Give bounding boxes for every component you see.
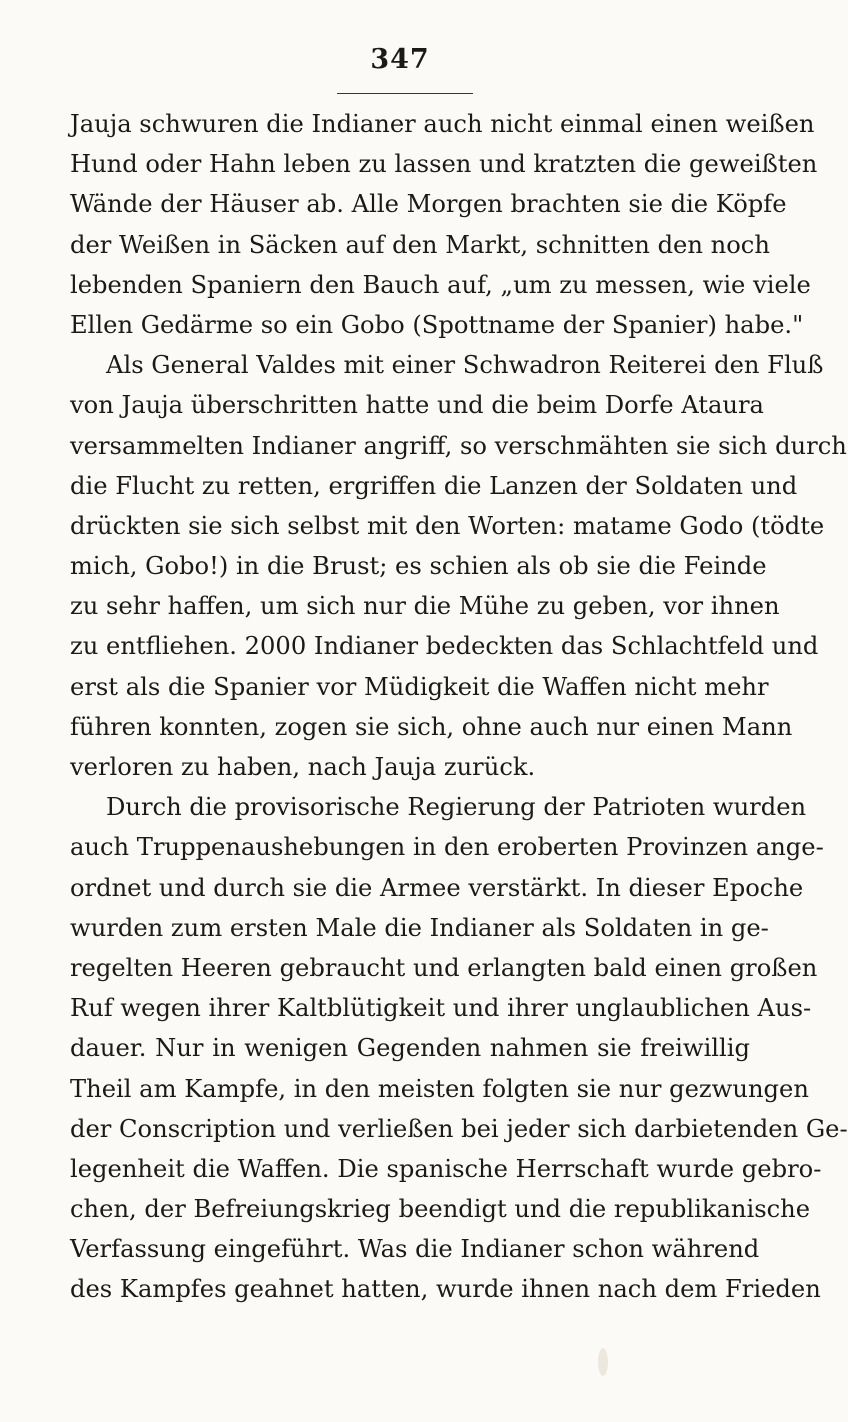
text-line: zu sehr haffen, um sich nur die Mühe zu geben, vor ihnen [70, 592, 780, 621]
text-line: regelten Heeren gebraucht und erlangten bald einen großen [70, 953, 818, 982]
text-line: Jauja schwuren die Indianer auch nicht einmal einen weißen [70, 110, 815, 138]
text-line: ordnet und durch sie die Armee verstärkt. In dieser Epoche [70, 873, 804, 902]
text-line: lebenden Spaniern den Bauch auf, „um zu messen, wie viele [70, 270, 811, 299]
text-line: dauer. Nur in wenigen Gegenden nahmen sie freiwillig [70, 1034, 750, 1063]
text-line: erst als die Spanier vor Müdigkeit die Waffen nicht mehr [70, 672, 769, 701]
text-line: der Conscription und verließen bei jeder sich darbietenden Ge- [70, 1114, 848, 1143]
text-line: drückten sie sich selbst mit den Worten: matame Godo (tödte [70, 511, 825, 540]
text-line: legenheit die Waffen. Die spanische Herrschaft wurde gebro- [70, 1154, 822, 1183]
text-line: führen konnten, zogen sie sich, ohne auch nur einen Mann [70, 712, 793, 741]
text-line: des Kampfes geahnet hatten, wurde ihnen nach dem Frieden [70, 1275, 821, 1304]
text-line: von Jauja überschritten hatte und die beim Dorfe Ataura [70, 391, 764, 420]
text-line: zu entfliehen. 2000 Indianer bedeckten das Schlachtfeld und [70, 632, 819, 661]
text-line: versammelten Indianer angriff, so verschmähten sie sich durch [70, 431, 847, 460]
paper-stain [598, 1348, 608, 1376]
body-text [70, 104, 848, 1310]
text-line: der Weißen in Säcken auf den Markt, schnitten den noch [70, 230, 770, 259]
text-line: Wände der Häuser ab. Alle Morgen brachten sie die Köpfe [70, 190, 787, 219]
page-number: 347 [370, 44, 430, 75]
text-line: Hund oder Hahn leben zu lassen und kratzten die geweißten [70, 150, 818, 179]
text-line: wurden zum ersten Male die Indianer als Soldaten in ge- [70, 913, 769, 942]
text-line: Durch die provisorische Regierung der Patrioten wurden [106, 793, 807, 822]
text-line: Theil am Kampfe, in den meisten folgten sie nur gezwungen [70, 1074, 809, 1103]
text-line: die Flucht zu retten, ergriffen die Lanzen der Soldaten und [70, 471, 798, 500]
text-line: verloren zu haben, nach Jauja zurück. [70, 753, 536, 781]
text-line: mich, Gobo!) in die Brust; es schien als ob sie die Feinde [70, 552, 767, 581]
text-line: chen, der Befreiungskrieg beendigt und die republikanische [70, 1195, 811, 1224]
text-line: Ruf wegen ihrer Kaltblütigkeit und ihrer unglaublichen Aus- [70, 994, 812, 1023]
text-line: auch Truppenaushebungen in den eroberten Provinzen ange- [70, 833, 824, 862]
text-line: Als General Valdes mit einer Schwadron Reiterei den Fluß [106, 351, 824, 380]
text-line: Verfassung eingeführt. Was die Indianer schon während [70, 1235, 760, 1264]
header-rule [337, 93, 473, 94]
text-line: Ellen Gedärme so ein Gobo (Spottname der Spanier) habe." [70, 310, 804, 339]
